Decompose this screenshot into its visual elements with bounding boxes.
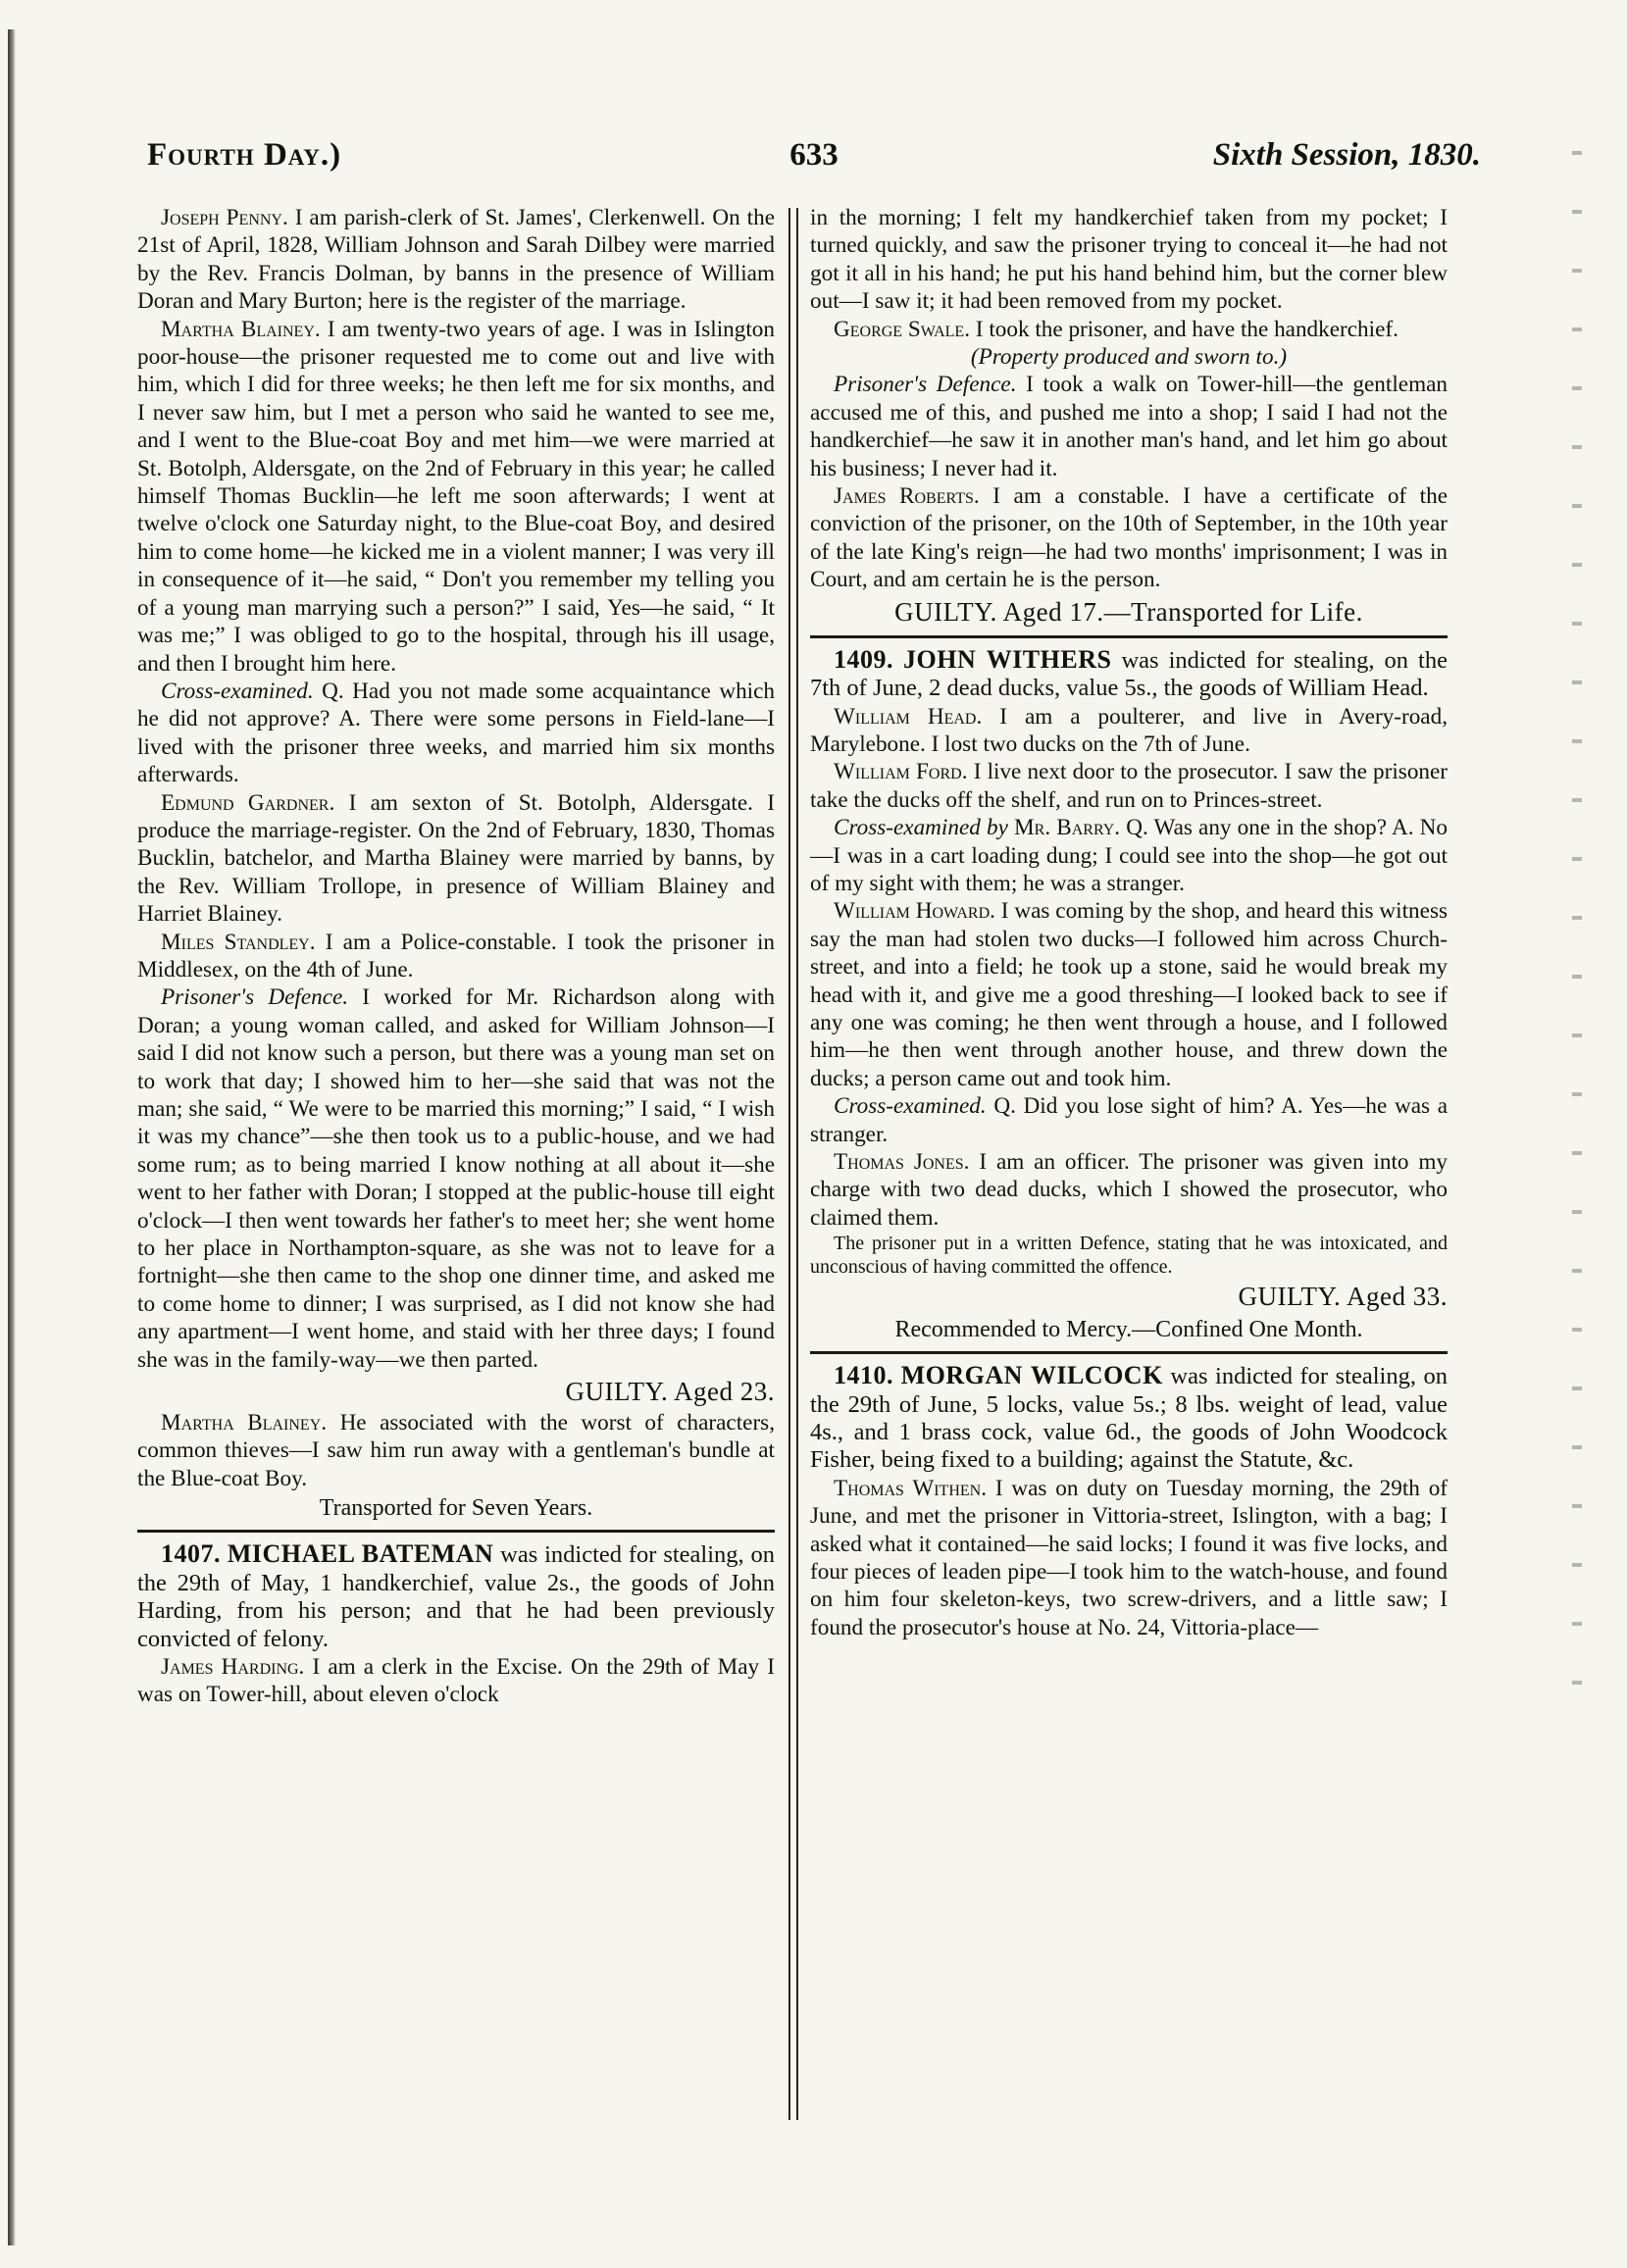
- witness-name: George Swale.: [834, 316, 970, 342]
- court-note: (Property produced and sworn to.): [970, 344, 1288, 371]
- witness-name: James Harding.: [161, 1653, 305, 1680]
- witness-name: Thomas Jones.: [834, 1149, 970, 1175]
- testimony-paragraph: [137, 204, 775, 316]
- case-number: 1409.: [834, 644, 893, 674]
- defendant-name: JOHN WITHERS: [903, 644, 1112, 674]
- testimony-text: Q. Was any one in the shop? A. No—I was in a cart loading dung; I could see into the shop—he got out of my sight with them; he was a stranger.: [810, 815, 1448, 896]
- testimony-text: I am parish-clerk of St. James', Clerkenwell. On the 21st of April, 1828, William Johnson and Sarah Dilbey were married by the Rev. Francis Dolman, by banns in the presence of William Doran and Mary Burton; here is the register of the marriage.: [137, 205, 775, 315]
- two-column-body: [137, 204, 1491, 2126]
- cross-exam-label: Cross-examined by: [834, 815, 1008, 841]
- testimony-paragraph: [137, 1653, 775, 1709]
- witness-name: Martha Blainey.: [161, 1410, 328, 1436]
- testimony-paragraph: [137, 789, 775, 929]
- defendant-name: MORGAN WILCOCK: [900, 1361, 1163, 1390]
- case-number: 1410.: [834, 1361, 893, 1390]
- witness-name: William Ford.: [834, 759, 968, 785]
- testimony-paragraph: [137, 929, 775, 984]
- verdict: GUILTY. Aged 23.: [565, 1377, 775, 1407]
- testimony-paragraph: [137, 1409, 775, 1492]
- testimony-text: I am a Police-constable. I took the prisoner in Middlesex, on the 4th of June.: [137, 929, 775, 983]
- scan-margin-marks: [1572, 118, 1582, 1687]
- column-divider: [788, 208, 798, 2120]
- testimony-paragraph: [810, 814, 1448, 897]
- case-divider: [137, 1530, 775, 1533]
- case-heading-1409: [810, 646, 1448, 703]
- testimony-text: He associated with the worst of characters, common thieves—I saw him run away with a gentleman's bundle at the Blue-coat Boy.: [137, 1410, 775, 1491]
- testimony-text: I took the prisoner, and have the handkerchief.: [975, 316, 1398, 342]
- testimony-text: I am a clerk in the Excise. On the 29th of May I was on Tower-hill, about eleven o'clock: [137, 1653, 775, 1708]
- testimony-paragraph: [810, 703, 1448, 759]
- testimony-text: Q. Did you lose sight of him? A. Yes—he was a stranger.: [810, 1093, 1448, 1147]
- testimony-paragraph: [810, 758, 1448, 814]
- case-heading-1410: [810, 1362, 1448, 1475]
- witness-name: Edmund Gardner.: [161, 789, 335, 816]
- testimony-text: I am a constable. I have a certificate of the conviction of the prisoner, on the 10th of September, in the 10th year of the late King's reign—he had two months' imprisonment; I was in Court, and am certain he is the person.: [810, 483, 1448, 593]
- testimony-text: I am a poulterer, and live in Avery-road, Marylebone. I lost two ducks on the 7th of June.: [810, 703, 1448, 757]
- case-divider: [810, 635, 1448, 638]
- testimony-paragraph: [137, 983, 775, 1374]
- witness-name: James Roberts.: [834, 483, 980, 510]
- testimony-text: I was on duty on Tuesday morning, the 29th of June, and met the prisoner in Vittoria-street, Islington, with a bag; I asked what it contained—he said locks; I found it was five locks, and four pieces of leaden pipe—I took him to the watch-house, and found on him four skeleton-keys, two screw-drivers, and a little saw; I found the prosecutor's house at No. 24, Vittoria-place—: [810, 1475, 1448, 1640]
- verdict: GUILTY. Aged 17.—Transported for Life.: [894, 596, 1363, 627]
- cross-exam-label: Cross-examined.: [161, 678, 314, 704]
- testimony-paragraph: [810, 482, 1448, 594]
- testimony-continued: in the morning; I felt my handkerchief taken from my pocket; I turned quickly, and saw the prisoner trying to conceal it—he had not got it all in his hand; he put his hand behind him, but the corner blew out—I saw it; it had been removed from my pocket.: [810, 205, 1448, 315]
- defence-label: Prisoner's Defence.: [161, 984, 349, 1011]
- witness-name: Joseph Penny.: [161, 205, 288, 230]
- testimony-paragraph: [137, 316, 775, 678]
- page-number: 633: [789, 137, 839, 173]
- right-column: [810, 204, 1448, 2126]
- page-binding-edge: [8, 29, 16, 2245]
- case-heading-1407: [137, 1540, 775, 1653]
- witness-name: Martha Blainey.: [161, 316, 321, 342]
- testimony-paragraph: [810, 316, 1448, 343]
- testimony-text: I live next door to the prosecutor. I saw the prisoner take the ducks off the shelf, and run on to Princes-street.: [810, 759, 1448, 813]
- witness-name: Miles Standley.: [161, 929, 316, 955]
- indictment-text: was indicted for stealing, on the 7th of June, 2 dead ducks, value 5s., the goods of William Head.: [810, 646, 1448, 702]
- defence-label: Prisoner's Defence.: [834, 372, 1017, 398]
- indictment-text: was indicted for stealing, on the 29th of May, 1 handkerchief, value 2s., the goods of John Harding, from his person; and that he had been previously convicted of felony.: [137, 1541, 775, 1652]
- defendant-name: MICHAEL BATEMAN: [227, 1539, 494, 1569]
- running-head-left: Fourth Day.): [147, 137, 342, 173]
- testimony-paragraph: [810, 1475, 1448, 1641]
- testimony-text: I was coming by the shop, and heard this witness say the man had stolen two ducks—I followed him across Church-street, and into a field; he took up a stone, said he would break my head with it, and give me a good threshing—I looked back to see if any one was coming; he then went through a house, and I followed him—he then went through another house, and threw down the ducks; a person came out and took him.: [810, 898, 1448, 1091]
- page-header: [147, 137, 1481, 184]
- case-number: 1407.: [161, 1539, 221, 1569]
- sentence: Recommended to Mercy.—Confined One Month.: [894, 1317, 1363, 1343]
- cross-exam-label: Cross-examined.: [834, 1093, 987, 1120]
- testimony-text: Q. Had you not made some acquaintance which he did not approve? A. There were some persons in Field-lane—I lived with the prisoner three weeks, and married him six months afterwards.: [137, 678, 775, 788]
- witness-name: William Head.: [834, 703, 983, 730]
- case-divider: [810, 1351, 1448, 1354]
- testimony-paragraph: [810, 897, 1448, 1092]
- running-head-right: Sixth Session, 1830.: [1212, 137, 1481, 173]
- testimony-text: I worked for Mr. Richardson along with Doran; a young woman called, and asked for William Johnson—I said I did not know such a person, but there was a young man set on to work that day; I showed him to her—she said that was not the man; she said, “ We were to be married this morning;” I said, “ I wish it was my chance”—she then took us to a public-house, and we had some rum; as to being married I know nothing at all about it—she went to her father with Doran; I stopped at the public-house till eight o'clock—I then went towards her father's to meet her; she went home to her place in Northampton-square, as she was not to leave for a fortnight—she then came to the shop one dinner time, and asked me to come home to dinner; I was surprised, as I did not know she had any apartment—I went home, and staid with her three days; I found she was in the family-way—we then parted.: [137, 984, 775, 1373]
- testimony-text: I am sexton of St. Botolph, Aldersgate. I produce the marriage-register. On the 2nd of February, 1830, Thomas Bucklin, batchelor, and Martha Blainey were married by banns, by the Rev. William Trollope, in presence of William Blainey and Harriet Blainey.: [137, 789, 775, 928]
- testimony-text: I took a walk on Tower-hill—the gentleman accused me of this, and pushed me into a shop; I said I had not the handkerchief—he saw it in another man's hand, and let him go about his business; I never had it.: [810, 372, 1448, 481]
- indictment-text: was indicted for stealing, on the 29th of June, 5 locks, value 5s.; 8 lbs. weight of lead, value 4s., and 1 brass cock, value 6d., the goods of John Woodcock Fisher, being fixed to a building; against the Statute, &c.: [810, 1363, 1448, 1474]
- testimony-paragraph: [810, 1148, 1448, 1232]
- counsel-name: Mr. Barry.: [1014, 815, 1121, 841]
- sentence: Transported for Seven Years.: [319, 1495, 593, 1522]
- witness-name: William Howard.: [834, 898, 995, 925]
- testimony-paragraph: [810, 371, 1448, 482]
- testimony-text: I am an officer. The prisoner was given into my charge with two dead ducks, which I showed the prosecutor, who claimed them.: [810, 1149, 1448, 1231]
- testimony-paragraph: [810, 1092, 1448, 1148]
- verdict: GUILTY. Aged 33.: [1238, 1282, 1448, 1312]
- testimony-paragraph: [137, 678, 775, 789]
- court-note: The prisoner put in a written Defence, stating that he was intoxicated, and unconscious of having committed the offence.: [810, 1233, 1448, 1279]
- left-column: [137, 204, 775, 2126]
- testimony-text: I am twenty-two years of age. I was in Islington poor-house—the prisoner requested me to come out and live with him, which I did for three weeks; he then left me for six months, and I never saw him, but I met a person who said he wanted to see me, and I went to the Blue-coat Boy and met him—we were married at St. Botolph, Aldersgate, on the 2nd of February in this year; he called himself Thomas Bucklin—he left me soon afterwards; I went at twelve o'clock one Saturday night, to the Blue-coat Boy, and desired him to come home—he kicked me in a violent manner; I was very ill in consequence of it—he said, “ Don't you remember my telling you of a young man marrying such a person?” I said, Yes—he said, “ It was me;” I was obliged to go to the hospital, through his ill usage, and then I brought him here.: [137, 316, 775, 677]
- witness-name: Thomas Withen.: [834, 1475, 988, 1501]
